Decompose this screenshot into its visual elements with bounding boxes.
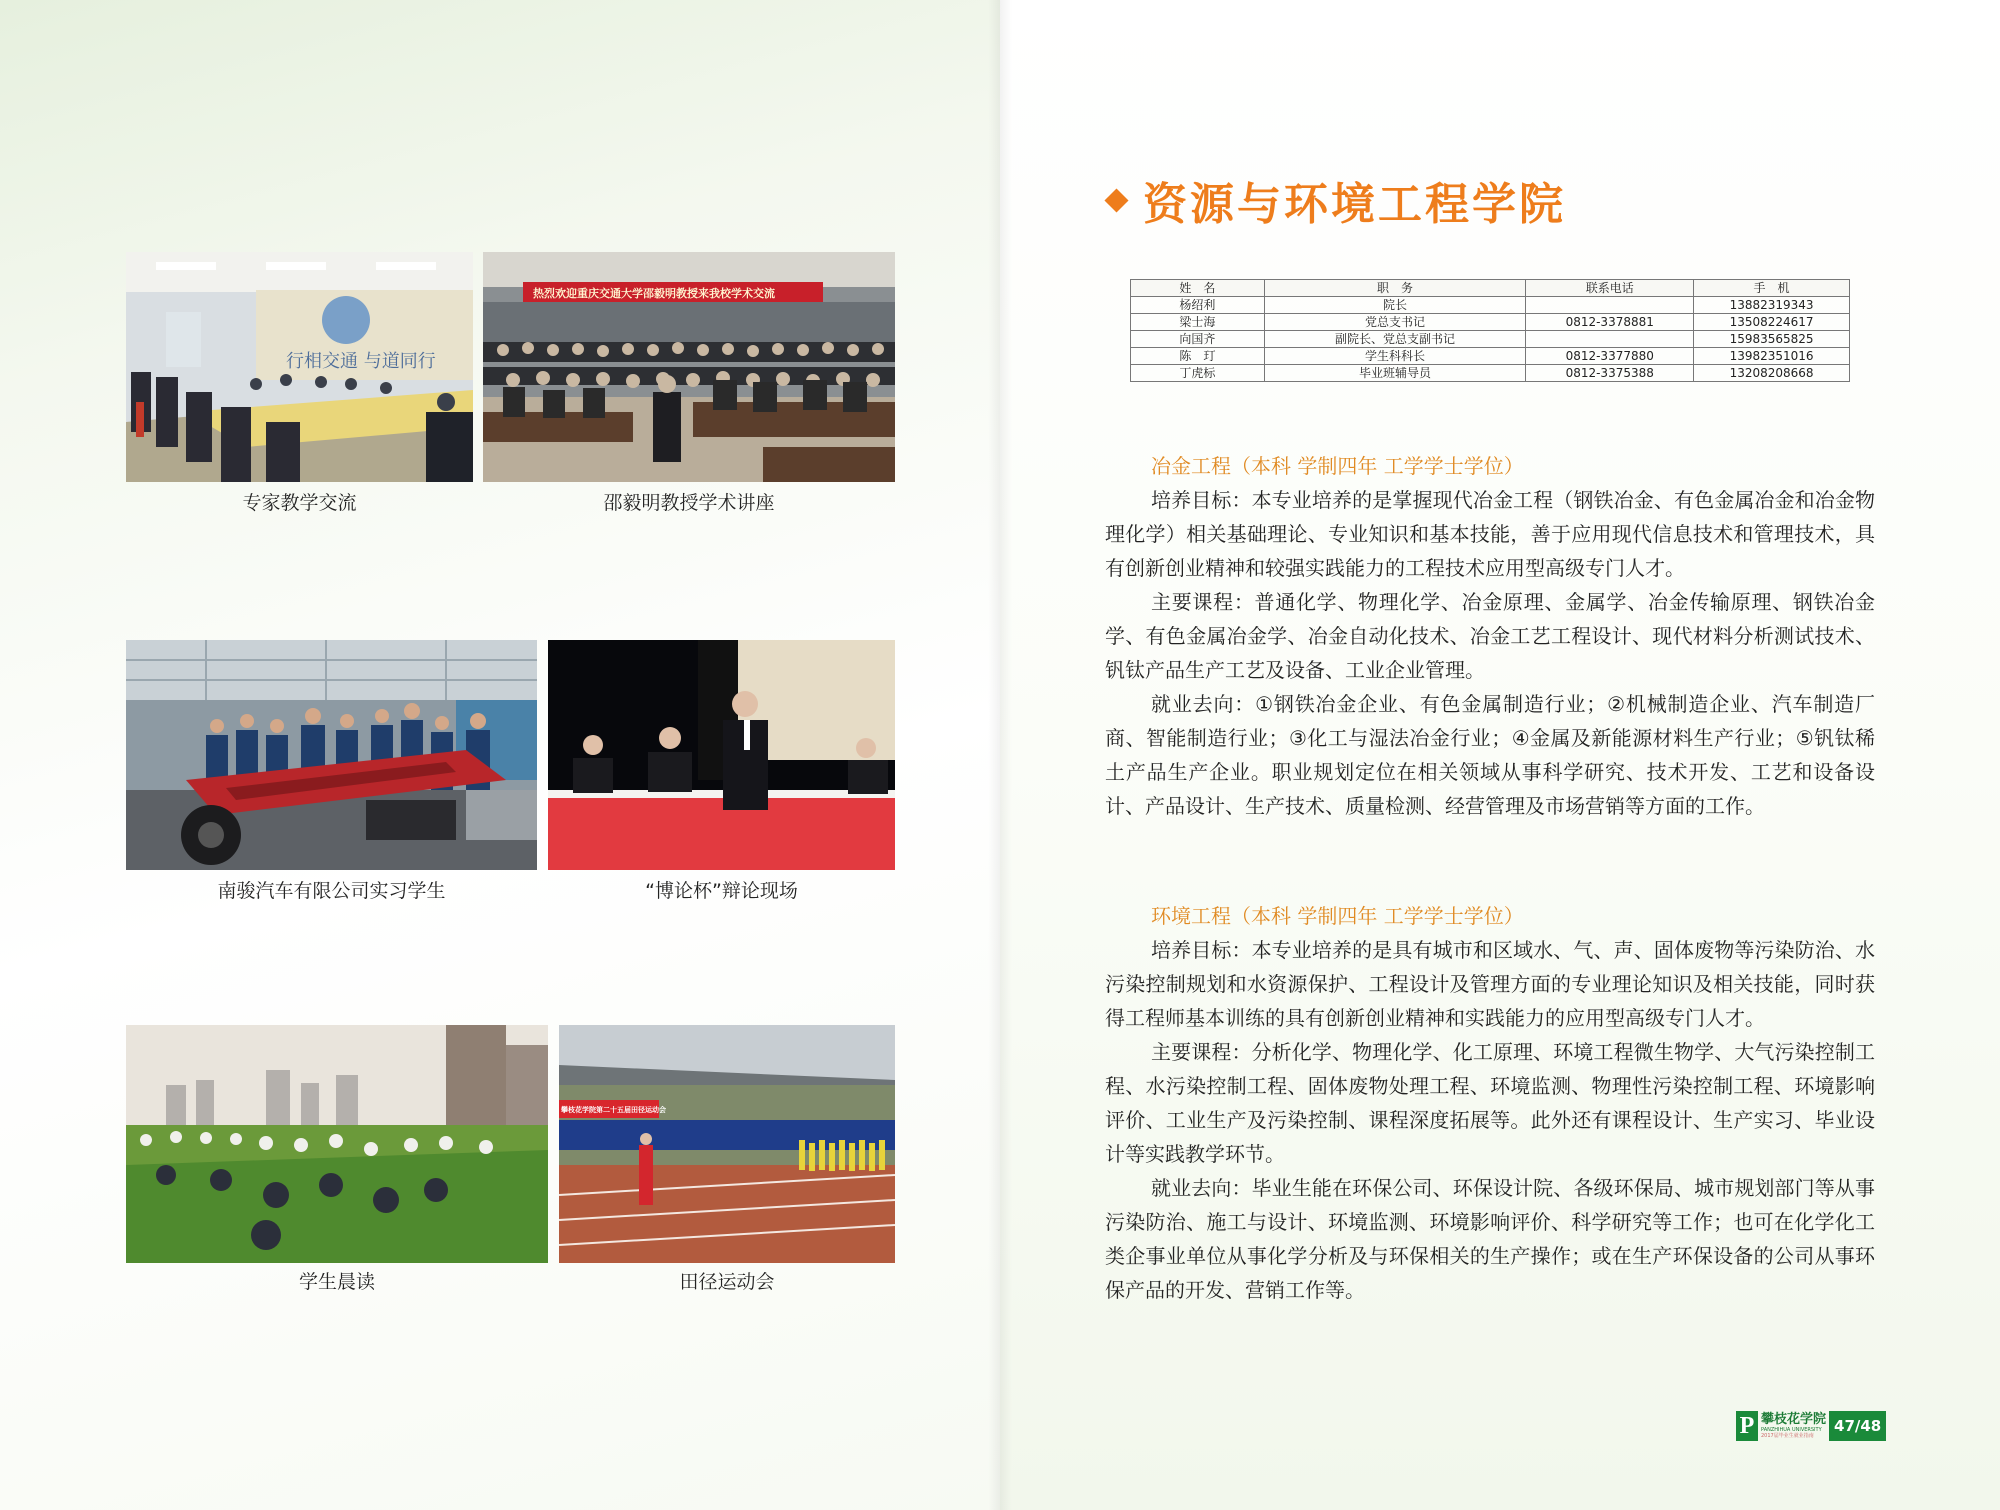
photo-internship-workshop <box>126 640 537 870</box>
table-row <box>1131 331 1850 348</box>
caption-morning-reading: 学生晨读 <box>298 1271 375 1293</box>
cell-name: 杨绍利 <box>1131 297 1265 314</box>
cell-name: 梁士海 <box>1131 314 1265 331</box>
logo-p-icon: P <box>1736 1411 1758 1441</box>
cell-name: 丁虎标 <box>1131 365 1265 382</box>
cell-phone: 0812-3378881 <box>1526 314 1694 331</box>
diamond-bullet-icon <box>1104 188 1128 212</box>
program-careers: 就业去向：毕业生能在环保公司、环保设计院、各级环保局、城市规划部门等从事污染防治、施工与设计、环境监测、环境影响评价、科学研究等工作；也可在化学化工类企事业单位从事化学分析及与环保相关的生产操作；或在生产环保设备的公司从事环保产品的开发、营销工作等。 <box>1105 1176 1875 1302</box>
cell-position: 毕业班辅导员 <box>1264 365 1526 382</box>
photo-academic-lecture <box>483 252 895 482</box>
caption-academic-lecture: 邵毅明教授学术讲座 <box>603 492 775 514</box>
program-heading: 环境工程（本科 学制四年 工学学士学位） <box>1151 904 1524 928</box>
cell-mobile: 15983565825 <box>1694 331 1850 348</box>
photo-morning-reading <box>126 1025 548 1263</box>
header-name: 姓 名 <box>1131 280 1265 297</box>
program-environmental <box>1105 899 1875 1307</box>
cell-phone: 0812-3377880 <box>1526 348 1694 365</box>
college-title: 资源与环境工程学院 <box>1143 179 1566 230</box>
caption-internship-workshop: 南骏汽车有限公司实习学生 <box>217 880 446 902</box>
cell-position: 党总支书记 <box>1264 314 1526 331</box>
cell-position: 院长 <box>1264 297 1526 314</box>
table-row <box>1131 348 1850 365</box>
program-courses: 主要课程：分析化学、物理化学、化工原理、环境工程微生物学、大气污染控制工程、水污染控制工程、固体废物处理工程、环境监测、物理性污染控制工程、环境影响评价、工业生产及污染控制、课程深度拓展等。此外还有课程设计、生产实习、毕业设计等实践教学环节。 <box>1105 1040 1875 1166</box>
header-mobile: 手 机 <box>1694 280 1850 297</box>
program-courses: 主要课程：普通化学、物理化学、冶金原理、金属学、冶金传输原理、钢铁冶金学、有色金属冶金学、冶金自动化技术、冶金工艺工程设计、现代材料分析测试技术、钒钛产品生产工艺及设备、工业企业管理。 <box>1105 590 1875 682</box>
cell-phone <box>1526 331 1694 348</box>
cell-mobile: 13882319343 <box>1694 297 1850 314</box>
photo-expert-meeting <box>126 252 473 482</box>
cell-phone: 0812-3375388 <box>1526 365 1694 382</box>
header-position: 职 务 <box>1264 280 1526 297</box>
staff-contact-table <box>1130 279 1850 382</box>
caption-sports-meet: 田径运动会 <box>679 1271 775 1293</box>
cell-name: 向国齐 <box>1131 331 1265 348</box>
program-careers: 就业去向：①钢铁冶金企业、有色金属制造行业；②机械制造企业、汽车制造厂商、智能制造行业；③化工与湿法冶金行业；④金属及新能源材料生产行业；⑤钒钛稀土产品生产企业。职业规划定位在相关领域从事科学研究、技术开发、工艺和设备设计、产品设计、生产技术、质量检测、经营管理及市场营销等方面的工作。 <box>1105 692 1875 818</box>
section-title <box>1108 170 1566 230</box>
table-row <box>1131 297 1850 314</box>
photo-debate <box>548 640 895 870</box>
table-row <box>1131 314 1850 331</box>
table-row <box>1131 365 1850 382</box>
meeting-wall-text: 行相交通 与道同行 <box>286 351 436 372</box>
caption-debate: “博论杯”辩论现场 <box>645 880 798 902</box>
logo-subtitle: 2017届毕业生就业指南 <box>1761 1433 1814 1439</box>
table-header-row <box>1131 280 1850 297</box>
cell-phone <box>1526 297 1694 314</box>
page-number: 47/48 <box>1829 1411 1886 1441</box>
lecture-banner-text: 热烈欢迎重庆交通大学邵毅明教授来我校学术交流 <box>533 287 775 300</box>
caption-expert-meeting: 专家教学交流 <box>242 492 357 514</box>
cell-position: 副院长、党总支副书记 <box>1264 331 1526 348</box>
program-objective: 培养目标：本专业培养的是具有城市和区域水、气、声、固体废物等污染防治、水污染控制规划和水资源保护、工程设计及管理方面的专业理论知识及相关技能，同时获得工程师基本训练的具有创新创业精神和实践能力的应用型高级专门人才。 <box>1105 938 1875 1030</box>
cell-mobile: 13982351016 <box>1694 348 1850 365</box>
sports-banner-text: 攀枝花学院第二十五届田径运动会 <box>561 1106 666 1114</box>
university-logo <box>1736 1411 1886 1441</box>
header-phone: 联系电话 <box>1526 280 1694 297</box>
program-heading: 冶金工程（本科 学制四年 工学学士学位） <box>1151 454 1524 478</box>
cell-mobile: 13208208668 <box>1694 365 1850 382</box>
logo-names <box>1758 1411 1829 1441</box>
cell-mobile: 13508224617 <box>1694 314 1850 331</box>
cell-position: 学生科科长 <box>1264 348 1526 365</box>
program-objective: 培养目标：本专业培养的是掌握现代冶金工程（钢铁冶金、有色金属冶金和冶金物理化学）相关基础理论、专业知识和基本技能，善于应用现代信息技术和管理技术，具有创新创业精神和较强实践能力的工程技术应用型高级专门人才。 <box>1105 488 1875 580</box>
cell-name: 陈 玎 <box>1131 348 1265 365</box>
logo-name-cn: 攀枝花学院 <box>1761 1412 1827 1427</box>
book-spine <box>988 0 1012 1510</box>
logo-name-en: PANZHIHUA UNIVERSITY <box>1761 1427 1822 1433</box>
program-metallurgy <box>1105 449 1875 823</box>
photo-sports-meet <box>559 1025 895 1263</box>
